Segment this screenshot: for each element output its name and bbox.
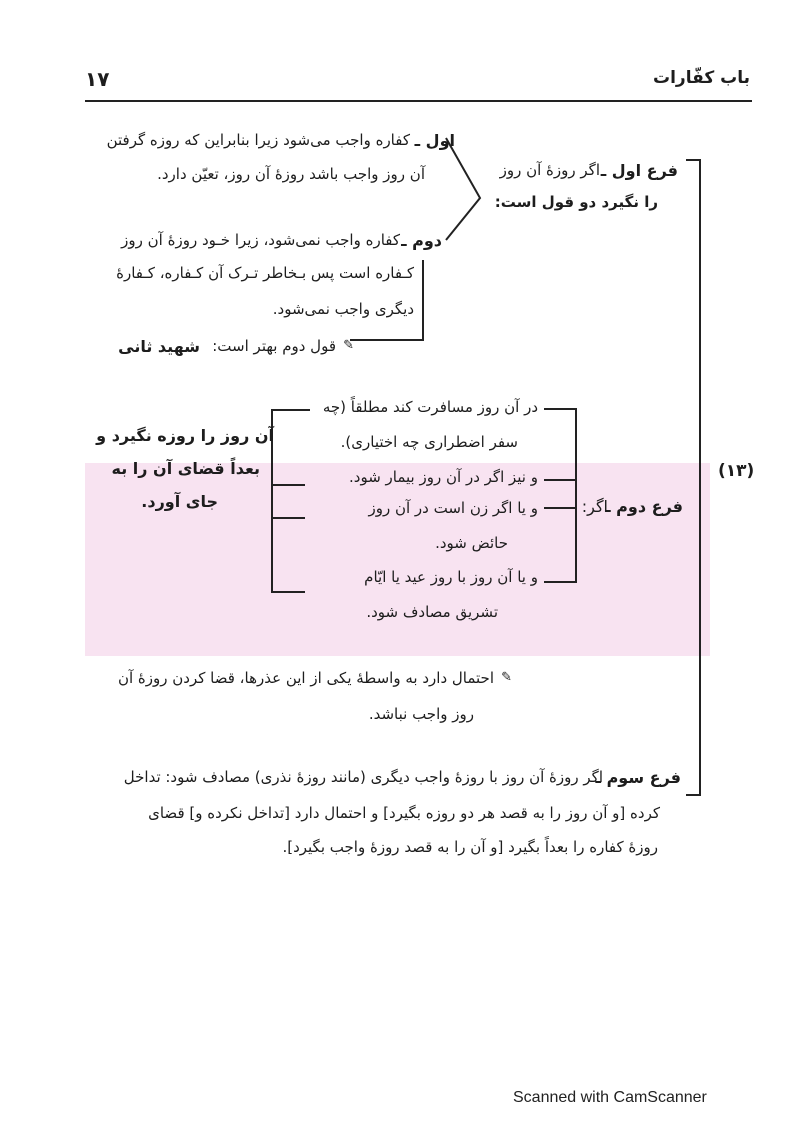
note-icon: ✎ bbox=[343, 338, 354, 353]
conditions-bracket bbox=[544, 409, 576, 582]
option2-label: دوم ـ bbox=[401, 231, 442, 250]
branch3-line1: اگر روزهٔ آن روز با روزهٔ واجب دیگری (مانند روزهٔ نذری) مصادف شود: تداخل bbox=[123, 768, 603, 786]
option1-line2: آن روز واجب باشد روزهٔ آن روز، تعیّن دارد. bbox=[157, 165, 425, 183]
result-line-2: بعداً قضای آن را به bbox=[111, 459, 260, 478]
condition-line-2: سفر اضطراری چه اختیاری). bbox=[340, 433, 518, 451]
condition-line-5: حائض شود. bbox=[435, 534, 508, 552]
branch2-head: فرع دوم ـ bbox=[605, 497, 683, 516]
condition-line-4: و یا اگر زن است در آن روز bbox=[368, 499, 538, 517]
branch1-note-author: شهید ثانی bbox=[118, 337, 200, 356]
branch1-lead-line2: را نگیرد دو قول است: bbox=[494, 193, 658, 211]
option1-label: اول ـ bbox=[414, 131, 455, 150]
branch2-lead: اگر: bbox=[581, 497, 608, 516]
branch1-lead-line1: اگر روزهٔ آن روز bbox=[499, 161, 600, 179]
branch1-head: فرع اول ـ bbox=[600, 161, 678, 180]
option2-line2: کـفاره است پس بـخاطر تـرک آن کـفاره، کـفارهٔ bbox=[116, 264, 414, 282]
branch1-note-text: قول دوم بهتر است: bbox=[212, 337, 336, 355]
condition-line-3: و نیز اگر در آن روز بیمار شود. bbox=[349, 468, 538, 486]
page-header-title: باب كفّارات bbox=[653, 68, 750, 88]
branch3-line3: روزهٔ کفاره را بعداً بگیرد [و آن را به قصد روزهٔ واجب بگیرد]. bbox=[282, 838, 658, 856]
condition-line-7: تشریق مصادف شود. bbox=[366, 603, 498, 621]
option1-line1: کفاره واجب می‌شود زیرا بنابراین که روزه گرفتن bbox=[106, 131, 410, 149]
branch3-line2: کرده [و آن روز را به قصد هر دو روزه بگیرد] و احتمال دارد [تداخل نکرده و] قضای bbox=[148, 804, 660, 822]
page-number: ۱۷ bbox=[85, 67, 110, 91]
result-bracket bbox=[272, 410, 310, 592]
camscanner-footer: Scanned with CamScanner bbox=[513, 1089, 707, 1106]
item-number: (۱۳) bbox=[718, 461, 755, 481]
option2-line1: کفاره واجب نمی‌شود، زیرا خـود روزهٔ آن روز bbox=[121, 231, 400, 249]
result-line-3: جای آورد. bbox=[141, 492, 218, 511]
branch3-head: فرع سوم ـ bbox=[595, 768, 681, 787]
main-bracket bbox=[686, 160, 700, 795]
branch1-chevron bbox=[446, 138, 480, 240]
branch2-note-line1: احتمال دارد به واسطهٔ یکی از این عذرها، قضا کردن روزهٔ آن bbox=[117, 669, 494, 687]
option2-line3: دیگری واجب نمی‌شود. bbox=[272, 300, 414, 318]
note-icon-2: ✎ bbox=[501, 670, 512, 685]
condition-line-1: در آن روز مسافرت کند مطلقاً (چه bbox=[322, 398, 538, 416]
condition-line-6: و یا آن روز با روز عید یا ایّام bbox=[364, 568, 538, 586]
result-line-1: آن روز را روزه نگیرد و bbox=[96, 426, 274, 445]
branch2-note-line2: روز واجب نباشد. bbox=[368, 705, 474, 723]
